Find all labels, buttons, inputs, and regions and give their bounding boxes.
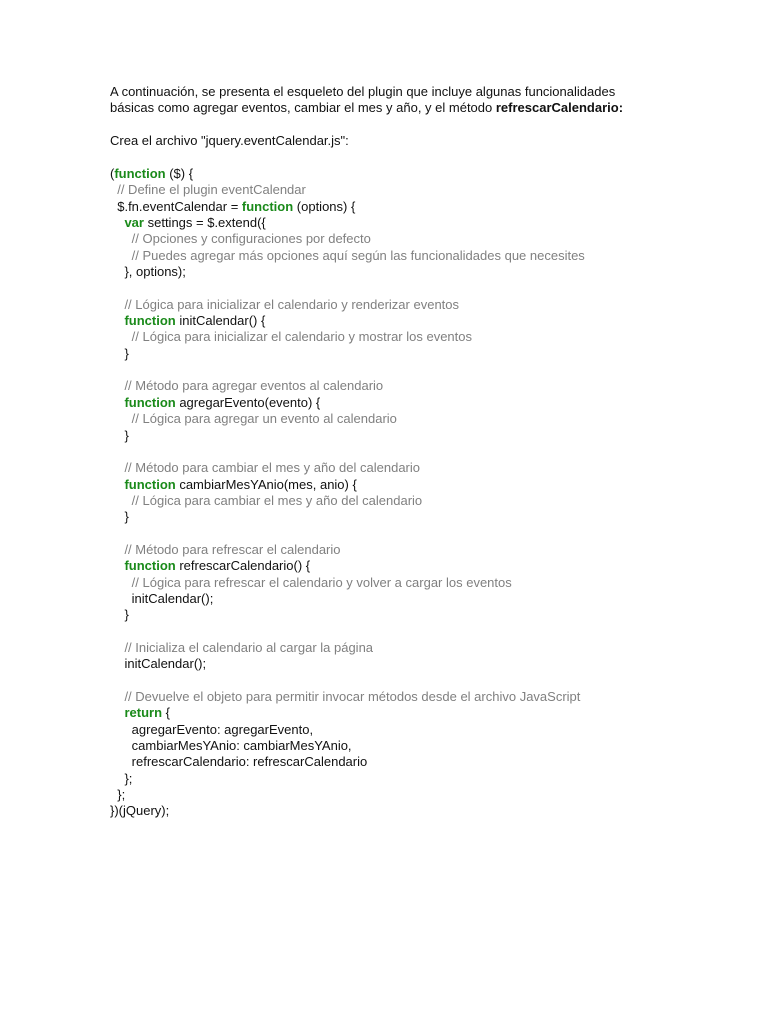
code-keyword: function [124,394,176,410]
code-text: ( [110,166,115,181]
code-text: (options) { [293,198,356,214]
code-text: agregarEvento(evento) { [175,394,321,410]
code-line [110,493,670,509]
code-keyword: function [241,198,294,214]
document-page [110,84,670,820]
code-text: })(jQuery); [110,803,170,819]
code-text [110,705,124,720]
code-line [110,329,670,345]
code-line [110,166,670,182]
spacer [110,117,670,133]
code-text [110,395,124,410]
code-text: cambiarMesYAnio: cambiarMesYAnio, [110,738,352,754]
code-line [110,542,670,558]
code-comment: // Devuelve el objeto para permitir invocar métodos desde el archivo JavaScript [110,689,581,704]
code-comment: // Lógica para cambiar el mes y año del calendario [110,492,423,508]
code-line [110,231,670,247]
code-text: } [110,345,129,361]
code-comment: // Lógica para inicializar el calendario y renderizar eventos [110,296,460,312]
code-comment: // Lógica para refrescar el calendario y volver a cargar los eventos [110,574,512,590]
code-line [110,264,670,280]
code-text: $.fn.eventCalendar = [110,198,242,214]
code-line [110,182,670,198]
code-comment: // Define el plugin eventCalendar [110,182,306,198]
code-comment: // Lógica para inicializar el calendario y mostrar los eventos [110,329,473,345]
code-line [110,803,670,819]
code-line [110,526,670,542]
code-text [110,313,124,328]
code-text: } [110,607,129,623]
code-text: initCalendar(); [110,590,214,606]
code-line [110,411,670,427]
code-line [110,248,670,264]
code-comment: // Método para agregar eventos al calendario [110,378,384,394]
code-comment: // Inicializa el calendario al cargar la página [110,639,374,655]
code-line [110,346,670,362]
code-text: initCalendar() { [175,313,266,329]
code-text: }, options); [110,264,186,280]
instruction-text: Crea el archivo "jquery.eventCalendar.js": [110,133,349,149]
code-text: }; [110,787,126,803]
code-line [110,656,670,672]
spacer [110,150,670,166]
code-text: } [110,427,129,443]
code-line [110,558,670,574]
code-text: { [162,705,170,721]
code-line [110,722,670,738]
intro-paragraph [110,84,670,117]
code-text: ($) { [165,166,194,181]
code-keyword: function [124,558,176,574]
code-comment: // Método para cambiar el mes y año del calendario [110,460,420,476]
code-line [110,754,670,770]
code-text: refrescarCalendario() { [175,558,311,574]
code-line [110,624,670,640]
method-name-bold: refrescarCalendario: [495,100,624,116]
code-line [110,689,670,705]
code-text: } [110,509,129,525]
code-text: cambiarMesYAnio(mes, anio) { [175,476,357,492]
code-comment: // Puedes agregar más opciones aquí según las funcionalidades que necesites [110,247,585,263]
code-line [110,297,670,313]
code-text: refrescarCalendario: refrescarCalendario [110,754,368,770]
code-line [110,444,670,460]
code-line [110,673,670,689]
code-line [110,460,670,476]
code-text: settings = $.extend({ [143,215,266,231]
code-line [110,787,670,803]
code-comment: // Método para refrescar el calendario [110,541,341,557]
code-comment: // Opciones y configuraciones por defecto [110,231,371,247]
code-text: }; [110,770,133,786]
code-text [110,215,124,230]
intro-line-2: básicas como agregar eventos, cambiar el mes y año, y el método [110,100,496,116]
code-line [110,640,670,656]
code-keyword: function [124,476,176,492]
code-line [110,575,670,591]
code-comment: // Lógica para agregar un evento al calendario [110,411,397,427]
code-keyword: return [124,705,163,721]
code-line [110,280,670,296]
code-line [110,607,670,623]
code-line [110,509,670,525]
code-keyword: function [114,166,166,181]
code-line [110,313,670,329]
code-block [110,166,670,820]
code-line [110,215,670,231]
code-line [110,771,670,787]
code-text [110,477,124,492]
code-text: agregarEvento: agregarEvento, [110,721,314,737]
code-line [110,477,670,493]
code-line [110,591,670,607]
code-line [110,362,670,378]
code-line [110,378,670,394]
code-text: initCalendar(); [110,656,207,672]
code-line [110,395,670,411]
code-keyword: var [124,215,144,231]
code-line [110,705,670,721]
code-line [110,738,670,754]
intro-line-1: A continuación, se presenta el esqueleto del plugin que incluye algunas funcionalidades [110,84,616,99]
code-line [110,199,670,215]
code-keyword: function [124,313,176,329]
code-line [110,428,670,444]
code-text [110,558,124,573]
